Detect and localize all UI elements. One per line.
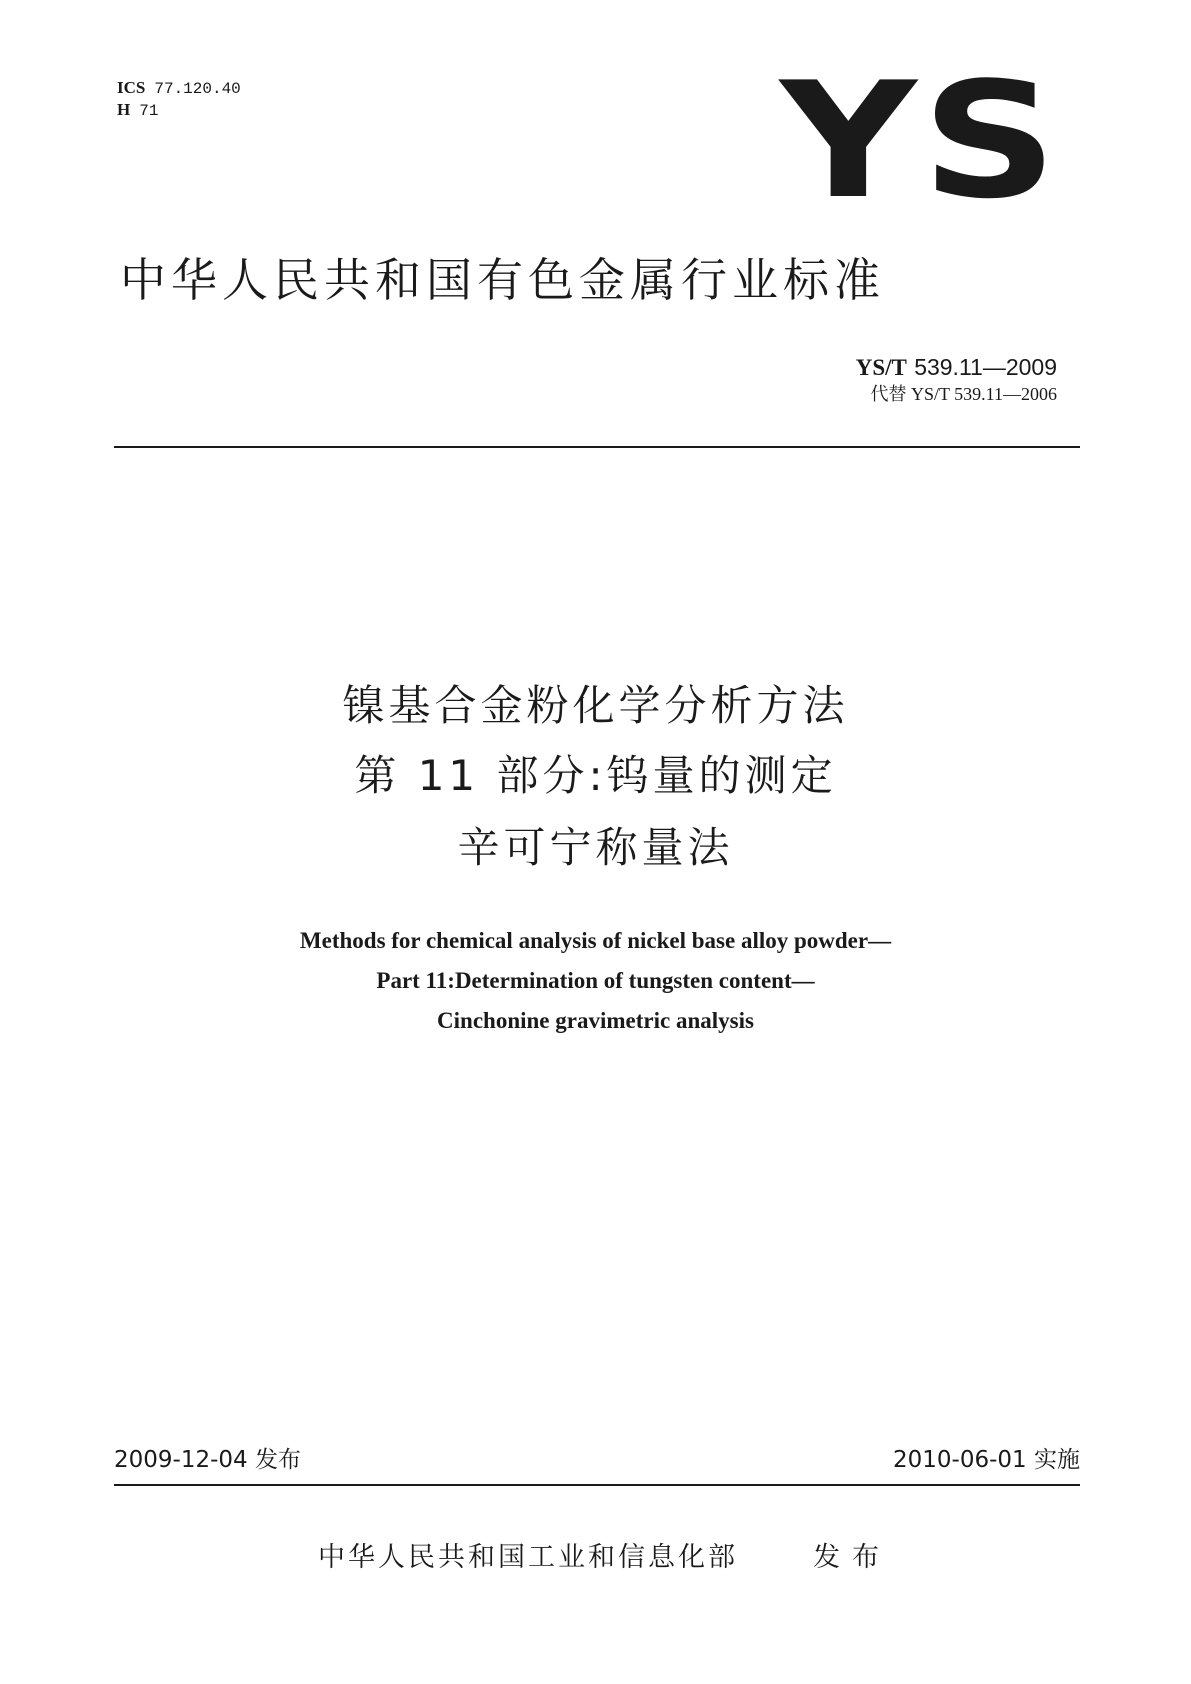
effective-date: 2010-06-01 实施 <box>893 1447 1080 1473</box>
title-en-line3: Cinchonine gravimetric analysis <box>437 1008 754 1033</box>
title-en-line1: Methods for chemical analysis of nickel base alloy powder— <box>299 928 892 953</box>
standard-code <box>856 353 1057 382</box>
ccs-label: H <box>117 100 131 119</box>
footer-divider <box>114 1484 1080 1486</box>
ics-code <box>117 78 241 99</box>
issuing-action: 发布 <box>813 1542 891 1573</box>
ics-label: ICS <box>117 78 146 97</box>
issuing-authority: 中华人民共和国工业和信息化部 <box>318 1542 738 1573</box>
standard-replaces: 代替 YS/T 539.11—2006 <box>870 384 1057 404</box>
title-en-line2: Part 11:Determination of tungsten content— <box>376 968 815 993</box>
title-cn-line3: 辛可宁称量法 <box>457 823 734 872</box>
ics-value: 77.120.40 <box>154 80 241 98</box>
ys-logo: YS <box>780 47 1063 234</box>
ccs-code <box>117 100 158 121</box>
title-cn-line2: 第 11 部分:钨量的测定 <box>354 751 837 800</box>
issue-date: 2009-12-04 发布 <box>114 1447 301 1473</box>
standard-code-prefix: YS/T <box>855 355 907 380</box>
title-cn-line1: 镍基合金粉化学分析方法 <box>342 681 849 730</box>
standard-code-number: 539.11—2009 <box>914 354 1057 380</box>
ccs-value: 71 <box>139 102 159 120</box>
header-divider <box>114 446 1080 448</box>
standard-series-title: 中华人民共和国有色金属行业标准 <box>120 253 885 307</box>
